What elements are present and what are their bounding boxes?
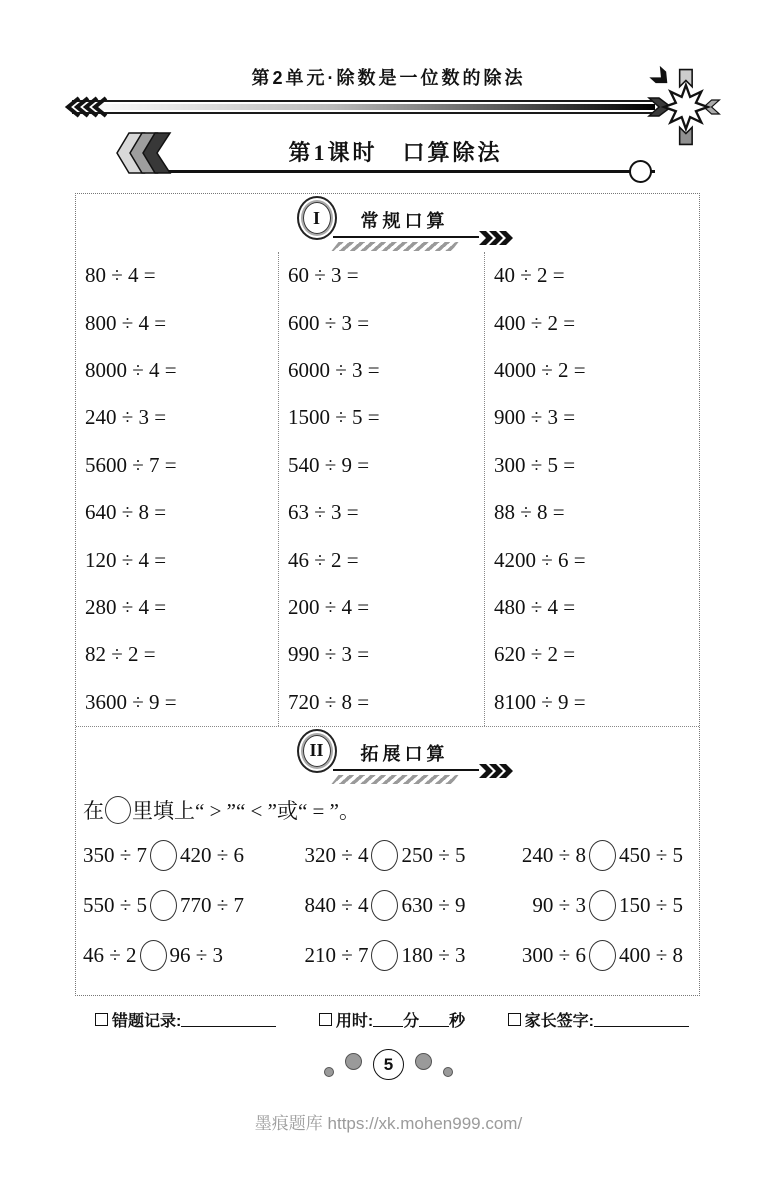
comparison-problem (284, 881, 485, 931)
division-problem: 640 ÷ 8 = (85, 500, 167, 525)
end-circle-icon (629, 160, 652, 183)
division-problem: 6000 ÷ 3 = (288, 357, 380, 382)
hatch-bar (331, 242, 458, 251)
checkbox-icon (508, 1013, 521, 1026)
section1-numeral: I (303, 202, 331, 234)
right-expression: 150 ÷ 5 (618, 893, 683, 918)
small-dot-icon (443, 1067, 453, 1077)
division-problem: 4000 ÷ 2 = (494, 357, 586, 382)
section2-numeral: II (303, 735, 331, 767)
worksheet-page (0, 64, 777, 1186)
checkbox-icon (319, 1013, 332, 1026)
division-problem: 80 ÷ 4 = (85, 263, 156, 288)
comparison-problem (486, 931, 687, 981)
right-expression: 770 ÷ 7 (180, 893, 245, 918)
section2-titleblock (333, 740, 479, 771)
comparison-grid (76, 827, 699, 995)
right-expression: 450 ÷ 5 (618, 843, 683, 868)
section2-header (76, 727, 699, 785)
signature-item (508, 1008, 689, 1031)
division-problem: 900 ÷ 3 = (494, 405, 576, 430)
comparison-problem (486, 831, 687, 881)
answer-circle (371, 890, 398, 921)
right-expression: 630 ÷ 9 (401, 893, 466, 918)
left-expression: 550 ÷ 5 (83, 893, 148, 918)
left-expression: 840 ÷ 4 (304, 893, 369, 918)
checkbox-icon (95, 1013, 108, 1026)
section2-instruction (76, 785, 699, 827)
division-problem: 8000 ÷ 4 = (85, 357, 177, 382)
left-expression: 90 ÷ 3 (532, 893, 586, 918)
comparison-problem (284, 931, 485, 981)
watermark: 墨痕题库 https://xk.mohen999.com/ (254, 1113, 523, 1133)
minutes-label: 分 (403, 1012, 420, 1030)
left-expression: 210 ÷ 7 (304, 943, 369, 968)
comparison-problem (83, 931, 284, 981)
answer-circle (589, 940, 616, 971)
division-problem: 600 ÷ 3 = (288, 310, 370, 335)
division-problem: 1500 ÷ 5 = (288, 405, 380, 430)
signature-blank (594, 1011, 689, 1027)
lesson-title: 第1课时 口算除法 (288, 140, 503, 165)
instruction-text-after: 里填上“ > ”“ < ”或“ = ”。 (132, 798, 360, 823)
division-problem: 800 ÷ 4 = (85, 310, 167, 335)
section1-header (76, 194, 699, 252)
seconds-blank (419, 1011, 449, 1027)
wrong-record-blank (181, 1011, 276, 1027)
medium-dot-icon (345, 1053, 362, 1070)
division-problem: 40 ÷ 2 = (494, 263, 565, 288)
division-columns (76, 252, 699, 726)
star-burst-icon (643, 68, 721, 146)
comparison-problem (83, 881, 284, 931)
division-problem: 480 ÷ 4 = (494, 594, 576, 619)
right-expression: 420 ÷ 6 (180, 843, 245, 868)
division-problem: 620 ÷ 2 = (494, 642, 576, 667)
section2-medal-icon (297, 729, 337, 773)
division-column-1 (76, 252, 278, 726)
answer-circle (140, 940, 167, 971)
minutes-blank (373, 1011, 403, 1027)
triple-arrow-icon (479, 230, 513, 246)
division-problem: 82 ÷ 2 = (85, 642, 156, 667)
wrong-record-label: 错题记录: (112, 1012, 182, 1030)
time-label: 用时: (335, 1012, 374, 1030)
wrong-record-item (95, 1008, 276, 1031)
answer-circle (589, 840, 616, 871)
left-expression: 240 ÷ 8 (521, 843, 586, 868)
seconds-label: 秒 (449, 1012, 466, 1030)
division-problem: 720 ÷ 8 = (288, 689, 370, 714)
division-problem: 540 ÷ 9 = (288, 452, 370, 477)
footer-record-row (95, 1008, 689, 1031)
right-expression: 180 ÷ 3 (401, 943, 466, 968)
answer-circle (371, 840, 398, 871)
triple-arrow-icon (479, 763, 513, 779)
section2-title: 拓展口算 (333, 740, 479, 771)
division-column-3 (484, 252, 699, 726)
left-expression: 300 ÷ 6 (521, 943, 586, 968)
division-problem: 3600 ÷ 9 = (85, 689, 177, 714)
right-expression: 400 ÷ 8 (618, 943, 683, 968)
right-expression: 250 ÷ 5 (401, 843, 466, 868)
unit-title: 第2单元·除数是一位数的除法 (251, 68, 526, 88)
page-number-ornament (0, 1045, 777, 1085)
answer-circle (371, 940, 398, 971)
left-expression: 46 ÷ 2 (83, 943, 137, 968)
instruction-text-before: 在 (83, 798, 104, 823)
left-expression: 320 ÷ 4 (304, 843, 369, 868)
division-problem: 990 ÷ 3 = (288, 642, 370, 667)
right-expression: 96 ÷ 3 (169, 943, 224, 968)
division-problem: 8100 ÷ 9 = (494, 689, 586, 714)
medium-dot-icon (415, 1053, 432, 1070)
page-number: 5 (373, 1049, 404, 1080)
division-problem: 300 ÷ 5 = (494, 452, 576, 477)
left-chevrons-icon (64, 96, 116, 118)
comparison-problem (83, 831, 284, 881)
division-column-2 (278, 252, 484, 726)
answer-circle (150, 840, 177, 871)
section1-title: 常规口算 (333, 207, 479, 238)
division-problem: 5600 ÷ 7 = (85, 452, 177, 477)
division-problem: 63 ÷ 3 = (288, 500, 359, 525)
answer-circle (150, 890, 177, 921)
left-expression: 350 ÷ 7 (83, 843, 148, 868)
comparison-problem (284, 831, 485, 881)
time-item (319, 1008, 465, 1031)
comparison-problem (486, 881, 687, 931)
division-problem: 46 ÷ 2 = (288, 547, 359, 572)
signature-label: 家长签字: (524, 1012, 594, 1030)
division-problem: 120 ÷ 4 = (85, 547, 167, 572)
small-dot-icon (324, 1067, 334, 1077)
division-problem: 4200 ÷ 6 = (494, 547, 586, 572)
answer-circle (589, 890, 616, 921)
section1-titleblock (333, 207, 479, 238)
lesson-bar (136, 139, 655, 173)
division-problem: 200 ÷ 4 = (288, 594, 370, 619)
division-problem: 400 ÷ 2 = (494, 310, 576, 335)
division-problem: 60 ÷ 3 = (288, 263, 359, 288)
division-problem: 240 ÷ 3 = (85, 405, 167, 430)
answer-circle-icon (105, 796, 131, 824)
division-problem: 280 ÷ 4 = (85, 594, 167, 619)
hatch-bar (331, 775, 458, 784)
section1-medal-icon (297, 196, 337, 240)
gradient-bar (72, 100, 655, 114)
division-problem: 88 ÷ 8 = (494, 500, 565, 525)
header-banner (70, 99, 707, 115)
worksheet-body (75, 193, 700, 996)
